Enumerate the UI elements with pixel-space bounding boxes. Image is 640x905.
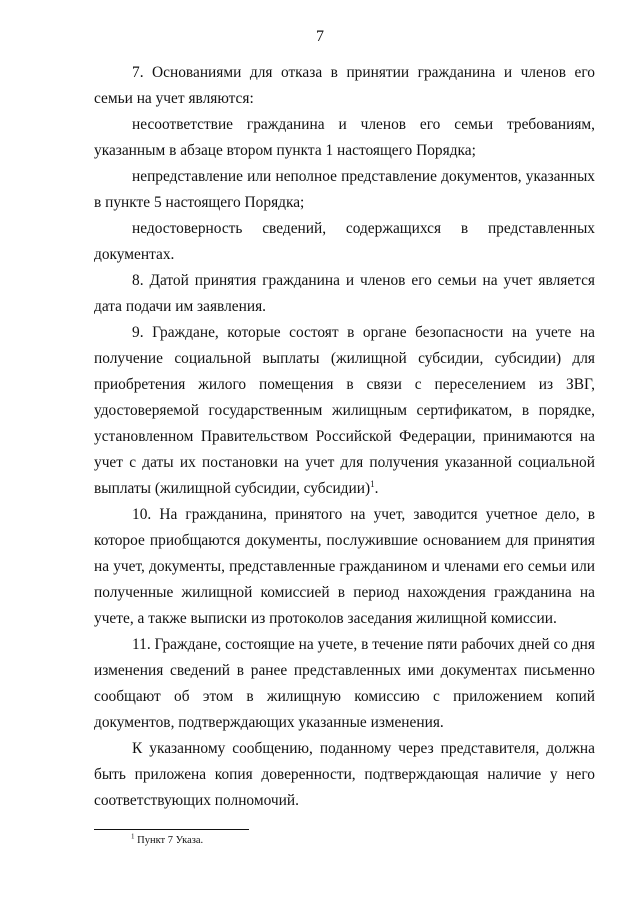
footnote — [131, 834, 203, 848]
paragraph-8: 8. Датой принятия гражданина и членов его семьи на учет является дата подачи им заявления. — [94, 272, 595, 315]
paragraph-7-item-3: недостоверность сведений, содержащихся в представленных документах. — [94, 220, 595, 263]
paragraph-9: 9. Граждане, которые состоят в органе безопасности на учете на получение социальной выплаты (жилищной субсидии, субсидии) для приобретения жилого помещения в связи с переселением из ЗВГ, удостоверяемой государственным жилищным сертификатом, в порядке, установленном Правительством Российской Федерации, принимаются на учет с даты их постановки на учет для получения указанной социальной выплаты (жилищной субсидии, субсидии)$^1$. — [94, 324, 595, 497]
paragraph-11-note: К указанному сообщению, поданному через представителя, должна быть приложена копия доверенности, подтверждающая наличие у него соответствующих полномочий. — [94, 740, 595, 809]
paragraph-9-text: 9. Граждане, которые состоят в органе безопасности на учете на получение социальной выплаты (жилищной субсидии, субсидии) для приобретения жилого помещения в связи с переселением из ЗВГ, удостоверяемой государственным жилищным сертификатом, в порядке, установленном Правительством Российской Федерации, принимаются на учет с даты их постановки на учет для получения указанной социальной выплаты (жилищной субсидии, субсидии) — [94, 324, 595, 497]
page-number: 7 — [316, 28, 324, 45]
footnote-separator — [94, 829, 249, 830]
paragraph-7: 7. Основаниями для отказа в принятии гражданина и членов его семьи на учет являются: — [94, 64, 595, 107]
footnote-marker: 1 — [131, 832, 135, 841]
paragraph-7-item-2: непредставление или неполное представление документов, указанных в пункте 5 настоящего Порядка; — [94, 168, 595, 211]
footnote-reference: 1 — [370, 478, 375, 489]
paragraph-7-item-1: несоответствие гражданина и членов его семьи требованиям, указанным в абзаце втором пункта 1 настоящего Порядка; — [94, 116, 595, 159]
footnote-text: Пункт 7 Указа. — [137, 835, 204, 846]
paragraph-11: 11. Граждане, состоящие на учете, в течение пяти рабочих дней со дня изменения сведений в ранее представленных ими документах письменно сообщают об этом в жилищную комиссию с приложением копий документов, подтверждающих указанные изменения. — [94, 636, 595, 731]
paragraph-10: 10. На гражданина, принятого на учет, заводится учетное дело, в которое приобщаются документы, послужившие основанием для принятия на учет, документы, представленные гражданином и членами его семьи или полученные жилищной комиссией в период нахождения гражданина на учете, а также выписки из протоколов заседания жилищной комиссии. — [94, 506, 595, 627]
document-body — [94, 60, 595, 814]
